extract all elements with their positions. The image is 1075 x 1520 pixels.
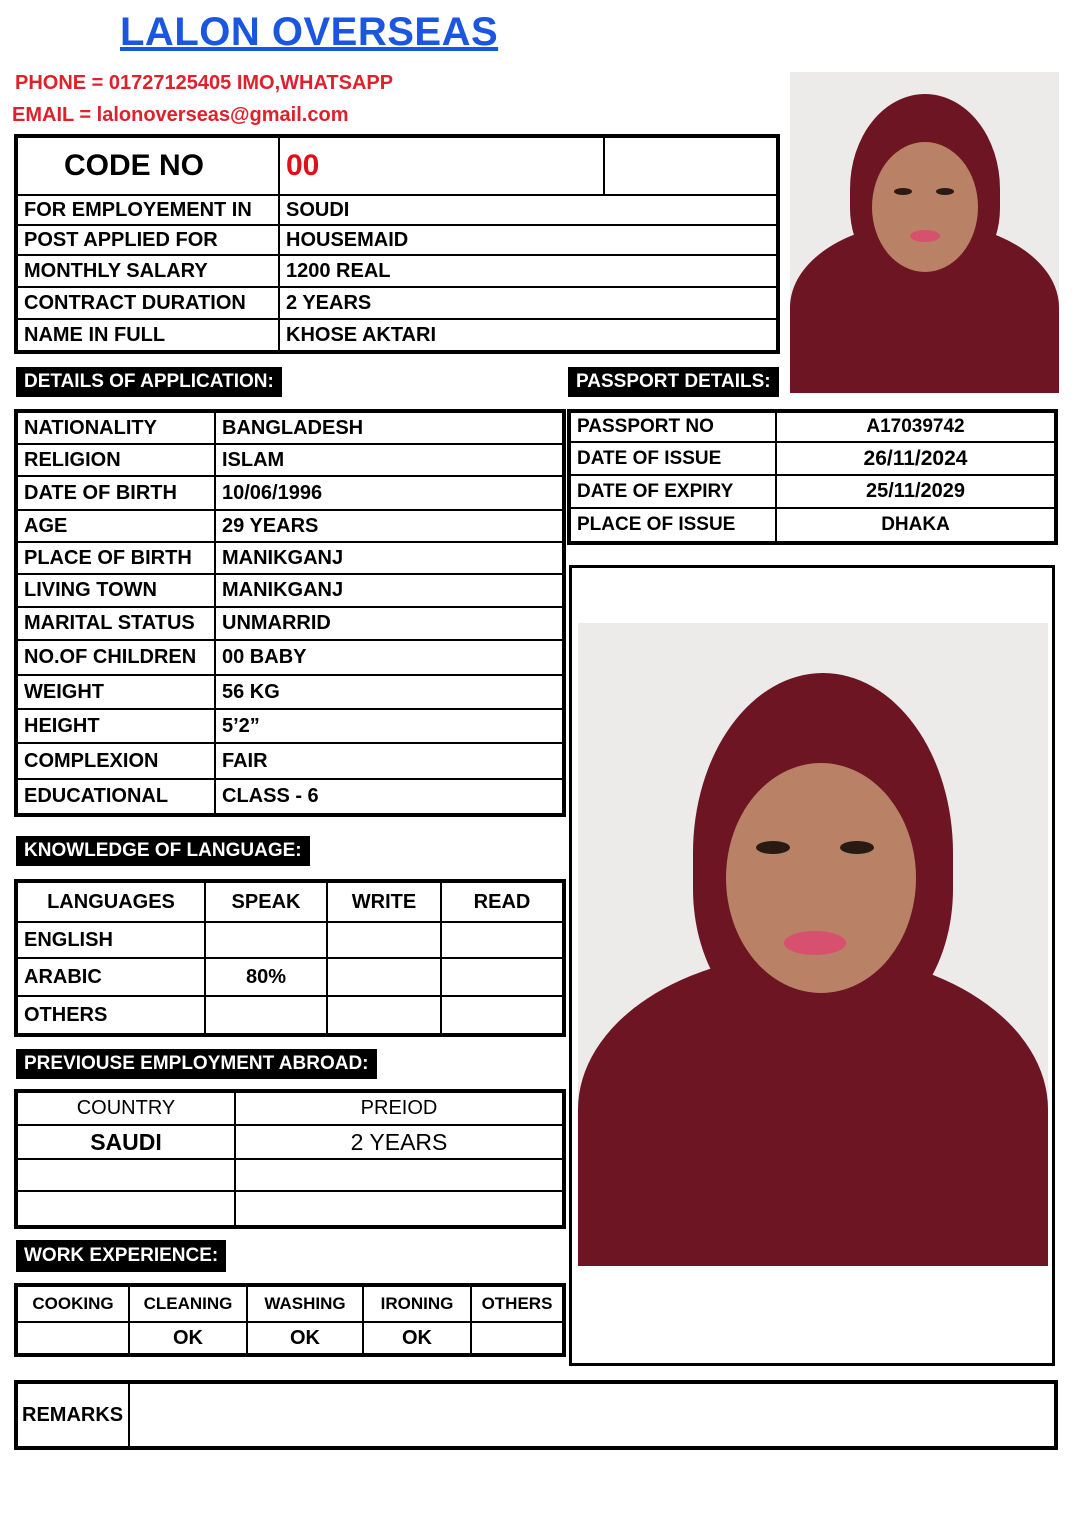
- language-speak: [205, 922, 327, 958]
- previous-employment-table: [16, 1091, 564, 1227]
- application-table: [16, 411, 564, 815]
- row-label: MONTHLY SALARY: [17, 255, 279, 287]
- row-label: CONTRACT DURATION: [17, 287, 279, 319]
- language-speak: 80%: [205, 958, 327, 996]
- passport-label: DATE OF EXPIRY: [570, 475, 776, 508]
- previous-period: [235, 1191, 563, 1226]
- previous-header: PREIOD: [235, 1092, 563, 1125]
- language-header: WRITE: [327, 882, 441, 922]
- passport-value: 26/11/2024: [776, 442, 1055, 475]
- row-value: HOUSEMAID: [279, 225, 777, 255]
- work-header: IRONING: [363, 1286, 471, 1322]
- email-line: EMAIL = lalonoverseas@gmail.com: [12, 104, 349, 126]
- application-value: MANIKGANJ: [215, 542, 563, 574]
- application-value: MANIKGANJ: [215, 574, 563, 607]
- application-label: NO.OF CHILDREN: [17, 640, 215, 675]
- application-label: NATIONALITY: [17, 412, 215, 444]
- applicant-photo-small: [790, 72, 1059, 393]
- passport-label: DATE OF ISSUE: [570, 442, 776, 475]
- previous-header: COUNTRY: [17, 1092, 235, 1125]
- application-value: BANGLADESH: [215, 412, 563, 444]
- top-info-table: [16, 136, 778, 352]
- application-label: AGE: [17, 510, 215, 542]
- application-value: 29 YEARS: [215, 510, 563, 542]
- application-label: DATE OF BIRTH: [17, 476, 215, 510]
- language-read: [441, 996, 563, 1034]
- previous-employment-heading: PREVIOUSE EMPLOYMENT ABROAD:: [16, 1049, 377, 1079]
- application-label: HEIGHT: [17, 709, 215, 743]
- application-value: 56 KG: [215, 675, 563, 709]
- work-value: OK: [247, 1322, 363, 1354]
- code-label: CODE NO: [17, 137, 279, 195]
- passport-heading: PASSPORT DETAILS:: [568, 367, 779, 397]
- previous-country: [17, 1191, 235, 1226]
- application-label: WEIGHT: [17, 675, 215, 709]
- remarks-table: [16, 1382, 1056, 1448]
- row-value: 2 YEARS: [279, 287, 777, 319]
- row-label: FOR EMPLOYEMENT IN: [17, 195, 279, 225]
- applicant-photo-large: [578, 623, 1048, 1266]
- language-write: [327, 922, 441, 958]
- passport-label: PASSPORT NO: [570, 412, 776, 442]
- application-heading: DETAILS OF APPLICATION:: [16, 367, 282, 397]
- previous-country: [17, 1159, 235, 1191]
- row-label: POST APPLIED FOR: [17, 225, 279, 255]
- remarks-value: [129, 1383, 1055, 1447]
- work-experience-heading: WORK EXPERIENCE:: [16, 1240, 226, 1272]
- application-label: MARITAL STATUS: [17, 607, 215, 640]
- language-name: ENGLISH: [17, 922, 205, 958]
- work-value: OK: [129, 1322, 247, 1354]
- application-value: 10/06/1996: [215, 476, 563, 510]
- row-value: 1200 REAL: [279, 255, 777, 287]
- application-value: CLASS - 6: [215, 779, 563, 814]
- language-header: SPEAK: [205, 882, 327, 922]
- language-write: [327, 996, 441, 1034]
- previous-period: [235, 1159, 563, 1191]
- passport-label: PLACE OF ISSUE: [570, 508, 776, 542]
- language-read: [441, 958, 563, 996]
- code-value: 00: [279, 137, 604, 195]
- application-label: EDUCATIONAL: [17, 779, 215, 814]
- work-header: OTHERS: [471, 1286, 563, 1322]
- passport-table: [569, 411, 1056, 543]
- application-value: ISLAM: [215, 444, 563, 476]
- application-label: LIVING TOWN: [17, 574, 215, 607]
- work-value: [471, 1322, 563, 1354]
- language-header: LANGUAGES: [17, 882, 205, 922]
- remarks-label: REMARKS: [17, 1383, 129, 1447]
- agency-title: LALON OVERSEAS: [120, 10, 499, 54]
- language-header: READ: [441, 882, 563, 922]
- passport-value: A17039742: [776, 412, 1055, 442]
- application-value: 5’2”: [215, 709, 563, 743]
- row-value: SOUDI: [279, 195, 777, 225]
- application-label: RELIGION: [17, 444, 215, 476]
- language-name: ARABIC: [17, 958, 205, 996]
- work-header: COOKING: [17, 1286, 129, 1322]
- application-value: UNMARRID: [215, 607, 563, 640]
- passport-value: DHAKA: [776, 508, 1055, 542]
- work-experience-table: [16, 1285, 564, 1355]
- previous-period: 2 YEARS: [235, 1125, 563, 1159]
- language-table: [16, 881, 564, 1035]
- language-heading: KNOWLEDGE OF LANGUAGE:: [16, 836, 310, 866]
- previous-country: SAUDI: [17, 1125, 235, 1159]
- work-value: [17, 1322, 129, 1354]
- application-label: PLACE OF BIRTH: [17, 542, 215, 574]
- language-read: [441, 922, 563, 958]
- phone-line: PHONE = 01727125405 IMO,WHATSAPP: [15, 72, 394, 94]
- passport-value: 25/11/2029: [776, 475, 1055, 508]
- language-speak: [205, 996, 327, 1034]
- work-value: OK: [363, 1322, 471, 1354]
- row-value: KHOSE AKTARI: [279, 319, 777, 351]
- application-value: FAIR: [215, 743, 563, 779]
- application-value: 00 BABY: [215, 640, 563, 675]
- application-label: COMPLEXION: [17, 743, 215, 779]
- language-name: OTHERS: [17, 996, 205, 1034]
- work-header: WASHING: [247, 1286, 363, 1322]
- work-header: CLEANING: [129, 1286, 247, 1322]
- language-write: [327, 958, 441, 996]
- row-label: NAME IN FULL: [17, 319, 279, 351]
- code-extra-cell: [604, 137, 777, 195]
